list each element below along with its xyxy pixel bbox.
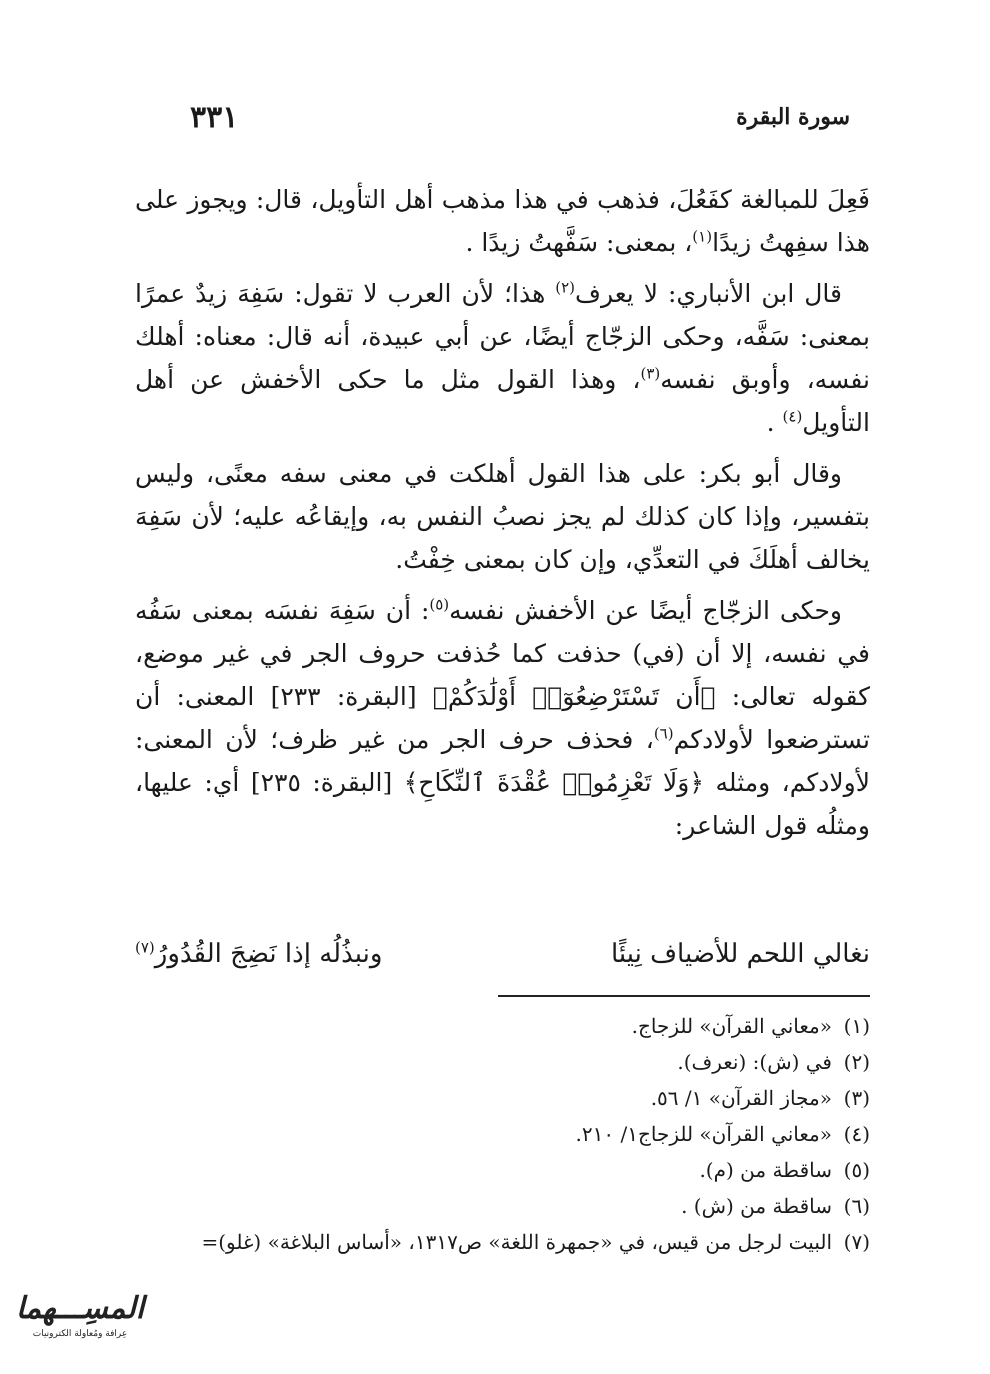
- footnote-text: «معاني القرآن» للزجاج.: [631, 1014, 832, 1038]
- footnote-ref: (٤): [782, 407, 803, 426]
- footnote-text: «مجاز القرآن» ١/ ٥٦.: [650, 1086, 832, 1110]
- footnote-ref: (٧): [135, 938, 155, 957]
- footnote-divider: [498, 995, 870, 997]
- footnote: [200, 1008, 870, 1044]
- paragraph-text: ، فحذف حرف الجر من غير ظرف؛ لأن المعنى: لأولادكم، ومثله ﴿وَلَا تَعْزِمُوا۟ عُقْدَةَ ٱلنِّكَاحِ﴾ [البقرة: ٢٣٥] أي: عليها، ومثلُه قول الشاعر:: [135, 725, 871, 840]
- paragraph-1: [135, 178, 870, 264]
- paragraph-3: [135, 452, 870, 581]
- footnote-number: (٧): [843, 1230, 870, 1254]
- paragraph-text: وحكى الزجّاج أيضًا عن الأخفش نفسه: [449, 596, 843, 625]
- footnote-number: (٤): [843, 1122, 870, 1146]
- paragraph-2: [135, 272, 870, 444]
- footnote-ref: (٣): [640, 364, 661, 383]
- paragraph-text: ، بمعنى: سَفَّهتُ زيدًا .: [465, 228, 693, 257]
- paragraph-text: وقال أبو بكر: على هذا القول أهلكت في معنى سفه معنًى، وليس بتفسير، وإذا كان كذلك لم يجز نصبُ النفس به، وإيقاعُه عليه؛ لأن سَفِهَ يخالف أهلَكَ في التعدِّي، وإن كان بمعنى خِفْتُ.: [135, 459, 870, 574]
- paragraph-text: : أن سَفِهَ نفسَه بمعنى سَفُه في نفسه، إلا أن (في) حذفت كما حُذفت حروف الجر في غير موضع، كقوله تعالى: ﴿أَن تَسْتَرْضِعُوٓا۟ أَوْلَٰدَكُمْ﴾ [البقرة: ٢٣٣] المعنى: أن تسترضعوا لأولادكم: [135, 596, 870, 754]
- paragraph-text: قال ابن الأنباري: لا يعرف: [575, 279, 842, 308]
- verse-first-hemistich: نغالي اللحم للأضياف نِيئًا: [610, 939, 870, 969]
- footnote: [200, 1116, 870, 1152]
- footnote-number: (١): [843, 1014, 870, 1038]
- footnote-number: (٣): [843, 1086, 870, 1110]
- page-header: [190, 100, 850, 144]
- footnotes: [200, 1008, 870, 1260]
- footnote-ref: (١): [692, 227, 713, 246]
- surah-title: سورة البقرة: [736, 104, 850, 130]
- footnote-text: في (ش): (نعرف).: [677, 1050, 832, 1074]
- verse-second-hemistich: ونبذُلُه إذا نَضِجَ القُدُورُ: [154, 939, 383, 969]
- footnote-number: (٢): [843, 1050, 870, 1074]
- paragraph-4: [135, 589, 870, 847]
- main-text: [135, 178, 870, 855]
- footnote-text: ساقطة من (م).: [699, 1158, 832, 1182]
- paragraph-text: ، وهذا القول مثل ما حكى الأخفش عن أهل التأويل: [135, 365, 870, 437]
- footnote-text: «معاني القرآن» للزجاج١/ ٢١٠.: [575, 1122, 832, 1146]
- paragraph-text: هذا؛ لأن العرب لا تقول: سَفِهَ زيدٌ عمرًا بمعنى: سَفَّه، وحكى الزجّاج أيضًا، عن أبي عبيدة، أنه قال: معناه: أهلك نفسه، وأوبق نفسه: [135, 279, 870, 394]
- footnote-number: (٥): [843, 1158, 870, 1182]
- footnote-number: (٦): [843, 1194, 870, 1218]
- logo-subtitle: عِرافة ومُعاولة الكترونيات: [32, 1329, 128, 1339]
- footnote-ref: (٥): [429, 595, 450, 614]
- footnote: [200, 1080, 870, 1116]
- paragraph-text: .: [766, 408, 783, 437]
- watermark-logo: [10, 1290, 150, 1350]
- footnote: [200, 1044, 870, 1080]
- verse-second-hemistich-wrap: [135, 934, 382, 974]
- logo-mark: المسِـــهما: [15, 1291, 145, 1326]
- paragraph-text: فَعِلَ للمبالغة كفَعُلَ، فذهب في هذا مذهب أهل التأويل، قال: ويجوز على هذا سفِهتُ زيدًا: [135, 185, 870, 257]
- footnote: [200, 1188, 870, 1224]
- footnote-text: ساقطة من (ش) .: [681, 1194, 832, 1218]
- poetry-verse: [135, 934, 870, 974]
- footnote-ref: (٦): [653, 724, 674, 743]
- page-number: ٣٣١: [190, 100, 239, 135]
- footnote: [200, 1224, 870, 1260]
- footnote: [200, 1152, 870, 1188]
- footnote-ref: (٢): [555, 278, 576, 297]
- footnote-text: البيت لرجل من قيس، في «جمهرة اللغة» ص١٣١٧، «أساس البلاغة» (غلو)=: [201, 1230, 832, 1254]
